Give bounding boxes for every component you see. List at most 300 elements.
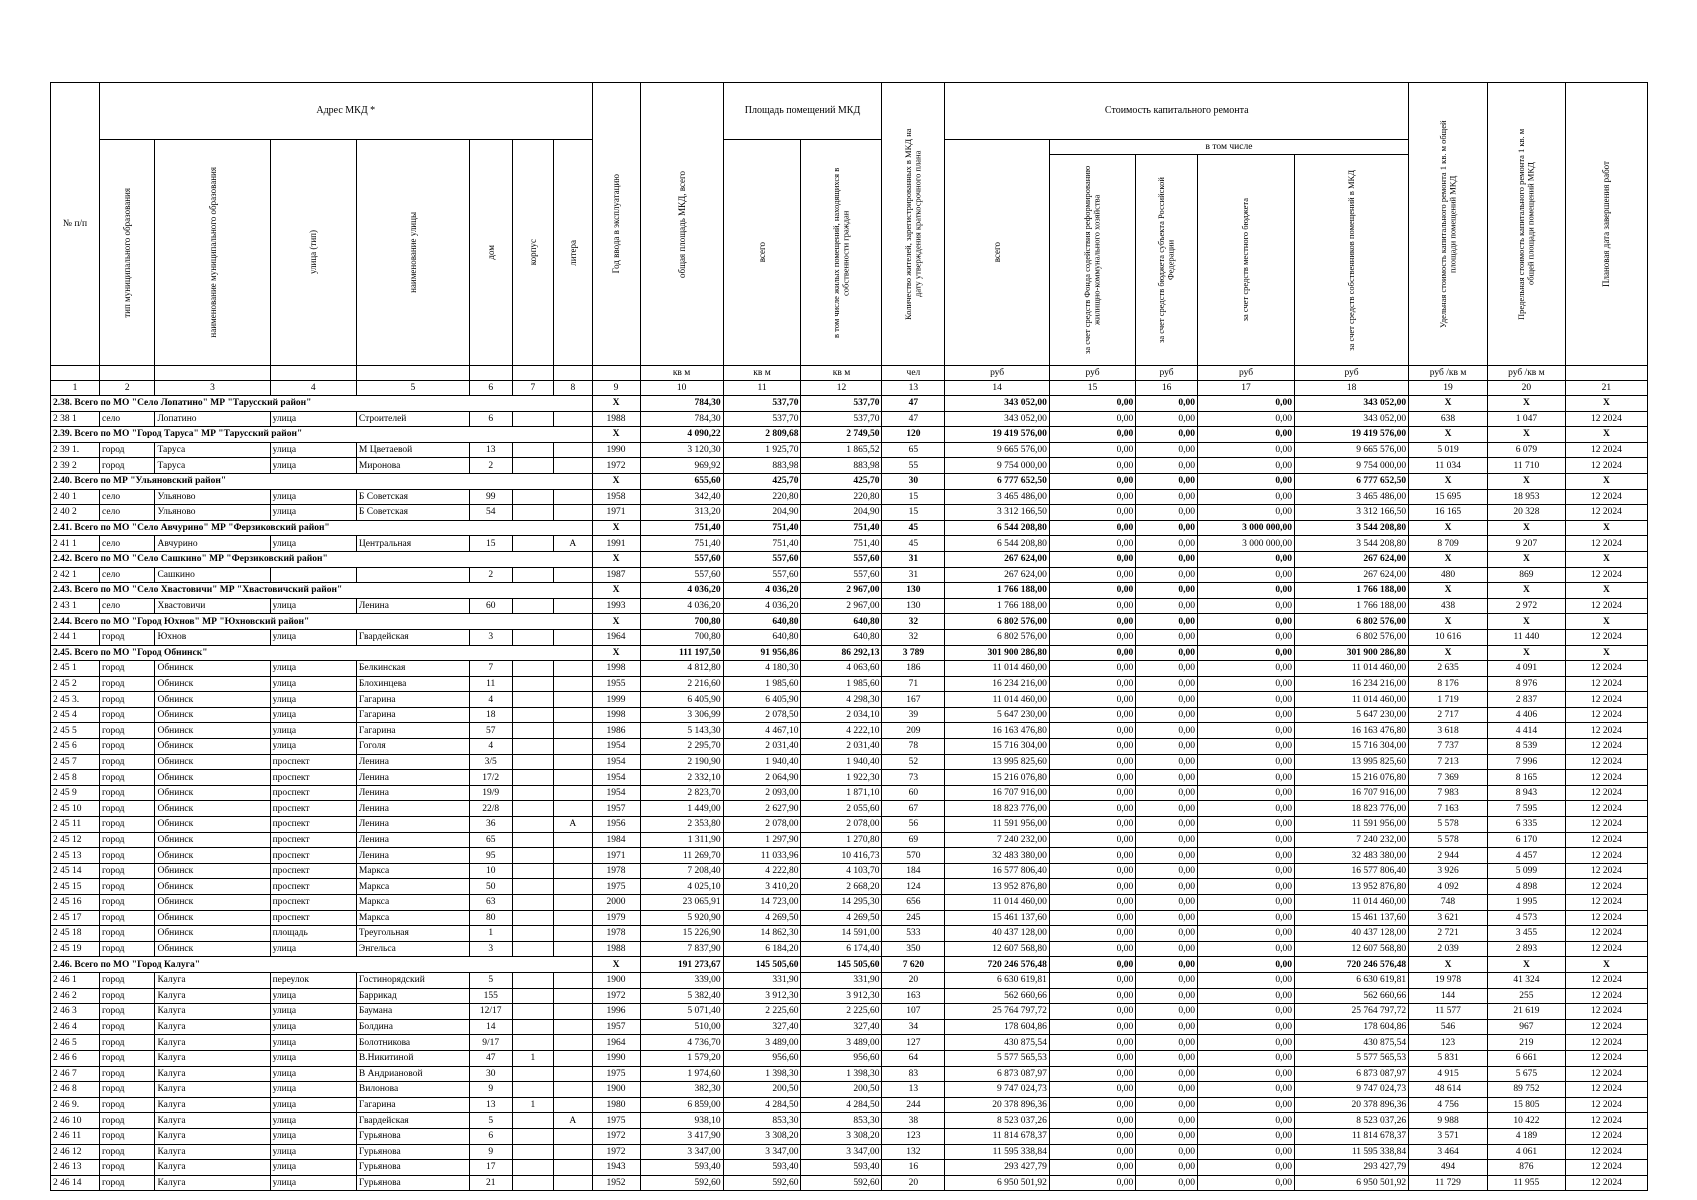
total-cell: 6 802 576,00: [945, 614, 1049, 630]
table-cell: город: [100, 1144, 155, 1160]
table-cell: 5: [469, 1113, 512, 1129]
table-cell: 13: [469, 1097, 512, 1113]
total-cell: X: [1487, 957, 1565, 973]
table-cell: 12 2024: [1565, 863, 1647, 879]
table-cell: [512, 505, 554, 521]
table-cell: 3 312 166,50: [945, 505, 1049, 521]
total-cell: X: [1565, 614, 1647, 630]
table-cell: 1972: [592, 1144, 640, 1160]
table-cell: переулок: [270, 972, 356, 988]
table-cell: 480: [1409, 567, 1488, 583]
table-cell: Калуга: [155, 1097, 270, 1113]
table-row: [51, 629, 1648, 645]
table-cell: 0,00: [1049, 1113, 1135, 1129]
table-cell: 339,00: [640, 972, 723, 988]
table-cell: 2 190,90: [640, 754, 723, 770]
table-cell: [512, 411, 554, 427]
table-cell: Блохинцева: [356, 676, 469, 692]
table-cell: [554, 458, 592, 474]
table-cell: 155: [469, 988, 512, 1004]
total-cell: 0,00: [1198, 551, 1295, 567]
table-cell: 6 544 208,80: [945, 536, 1049, 552]
table-cell: [554, 1019, 592, 1035]
table-cell: улица: [270, 1160, 356, 1176]
table-cell: 0,00: [1198, 1097, 1295, 1113]
unit-label: руб: [945, 366, 1049, 381]
table-cell: 9: [469, 1144, 512, 1160]
column-number: 20: [1487, 381, 1565, 396]
table-cell: 7: [469, 661, 512, 677]
table-cell: 6 630 619,81: [945, 972, 1049, 988]
table-cell: Таруса: [155, 458, 270, 474]
column-numbers-row: [51, 381, 1648, 396]
table-cell: город: [100, 941, 155, 957]
table-cell: 1 449,00: [640, 801, 723, 817]
total-cell: X: [1565, 396, 1647, 412]
table-cell: 0,00: [1049, 1160, 1135, 1176]
table-cell: Гостинорядский: [356, 972, 469, 988]
total-cell: 751,40: [801, 520, 882, 536]
table-cell: 2 46 1: [51, 972, 100, 988]
table-cell: 1954: [592, 770, 640, 786]
table-cell: 5 920,90: [640, 910, 723, 926]
table-cell: 5 099: [1487, 863, 1565, 879]
total-cell: 0,00: [1049, 645, 1135, 661]
table-cell: 3 312 166,50: [1295, 505, 1409, 521]
table-cell: 1952: [592, 1175, 640, 1191]
table-cell: 2 078,00: [801, 817, 882, 833]
table-cell: 99: [469, 489, 512, 505]
table-cell: проспект: [270, 879, 356, 895]
table-row: [51, 848, 1648, 864]
table-cell: 1978: [592, 926, 640, 942]
table-cell: 65: [882, 442, 945, 458]
total-cell: 30: [882, 473, 945, 489]
table-cell: 8 523 037,26: [1295, 1113, 1409, 1129]
table-cell: 1975: [592, 879, 640, 895]
group-total-row: [51, 551, 1648, 567]
header-cost-local: за счет средств местного бюджета: [1198, 155, 1295, 366]
table-cell: 8 943: [1487, 785, 1565, 801]
table-cell: [512, 785, 554, 801]
table-cell: 10: [469, 863, 512, 879]
table-row: [51, 1082, 1648, 1098]
table-cell: Треугольная: [356, 926, 469, 942]
table-cell: 331,90: [723, 972, 801, 988]
table-cell: 2 225,60: [801, 1004, 882, 1020]
total-cell: 145 505,60: [723, 957, 801, 973]
table-cell: улица: [270, 1066, 356, 1082]
group-title: 2.41. Всего по МО "Село Авчурино" МР "Ферзиковский район": [51, 520, 593, 536]
table-cell: улица: [270, 692, 356, 708]
table-cell: 6 950 501,92: [1295, 1175, 1409, 1191]
table-cell: [512, 941, 554, 957]
group-title: 2.43. Всего по МО "Село Хвастовичи" МР "Хвастовичский район": [51, 583, 593, 599]
unit-label: кв м: [640, 366, 723, 381]
table-cell: 1971: [592, 848, 640, 864]
table-cell: [512, 692, 554, 708]
table-cell: 2 216,60: [640, 676, 723, 692]
table-cell: 11: [469, 676, 512, 692]
table-cell: 39: [882, 707, 945, 723]
header-area-total: всего: [723, 140, 801, 366]
table-cell: 0,00: [1136, 598, 1198, 614]
total-cell: 557,60: [640, 551, 723, 567]
column-number: 14: [945, 381, 1049, 396]
table-row: [51, 770, 1648, 786]
table-cell: 4 457: [1487, 848, 1565, 864]
table-cell: 2 45 14: [51, 863, 100, 879]
table-cell: 0,00: [1136, 1144, 1198, 1160]
table-cell: 1980: [592, 1097, 640, 1113]
table-cell: 12 2024: [1565, 598, 1647, 614]
table-cell: 12 2024: [1565, 972, 1647, 988]
table-cell: 31: [882, 567, 945, 583]
table-cell: 557,60: [640, 567, 723, 583]
table-cell: 331,90: [801, 972, 882, 988]
table-cell: 3 417,90: [640, 1128, 723, 1144]
table-cell: село: [100, 598, 155, 614]
table-row: [51, 941, 1648, 957]
table-cell: 430 875,54: [945, 1035, 1049, 1051]
table-cell: 1972: [592, 988, 640, 1004]
table-cell: 12 2024: [1565, 988, 1647, 1004]
table-cell: 327,40: [801, 1019, 882, 1035]
header-cost-owners: за счет средств собственников помещений в МКД: [1295, 155, 1409, 366]
table-cell: улица: [270, 442, 356, 458]
table-cell: 2 45 9: [51, 785, 100, 801]
table-cell: 2 46 14: [51, 1175, 100, 1191]
table-cell: 255: [1487, 988, 1565, 1004]
table-cell: 184: [882, 863, 945, 879]
total-cell: 700,80: [640, 614, 723, 630]
table-cell: 3: [469, 629, 512, 645]
table-cell: 562 660,66: [945, 988, 1049, 1004]
table-cell: 1954: [592, 739, 640, 755]
table-cell: [512, 629, 554, 645]
table-cell: 0,00: [1136, 754, 1198, 770]
table-cell: 15: [882, 489, 945, 505]
table-cell: 19/9: [469, 785, 512, 801]
table-cell: город: [100, 988, 155, 1004]
table-cell: 2 093,00: [723, 785, 801, 801]
table-cell: 1 766 188,00: [1295, 598, 1409, 614]
table-cell: М Цветаевой: [356, 442, 469, 458]
table-cell: 6 802 576,00: [1295, 629, 1409, 645]
table-cell: 5 382,40: [640, 988, 723, 1004]
total-cell: 0,00: [1198, 614, 1295, 630]
table-cell: 593,40: [801, 1160, 882, 1176]
table-cell: Обнинск: [155, 801, 270, 817]
total-cell: X: [592, 614, 640, 630]
table-cell: 144: [1409, 988, 1488, 1004]
table-cell: 9 754 000,00: [945, 458, 1049, 474]
table-row: [51, 707, 1648, 723]
total-cell: 0,00: [1049, 520, 1135, 536]
group-total-row: [51, 583, 1648, 599]
table-cell: 1 922,30: [801, 770, 882, 786]
table-cell: 244: [882, 1097, 945, 1113]
total-cell: 343 052,00: [945, 396, 1049, 412]
table-cell: город: [100, 1066, 155, 1082]
total-cell: X: [1409, 396, 1488, 412]
table-cell: А: [554, 536, 592, 552]
header-addr-street-type: улица (тип): [270, 140, 356, 366]
table-cell: 2 031,40: [801, 739, 882, 755]
table-row: [51, 411, 1648, 427]
table-cell: Гвардейская: [356, 629, 469, 645]
table-cell: 12 2024: [1565, 1019, 1647, 1035]
table-cell: 13: [882, 1082, 945, 1098]
table-cell: 0,00: [1049, 941, 1135, 957]
table-cell: 12 2024: [1565, 1035, 1647, 1051]
table-cell: 0,00: [1198, 1019, 1295, 1035]
total-cell: 0,00: [1198, 583, 1295, 599]
table-cell: [554, 1066, 592, 1082]
table-cell: проспект: [270, 770, 356, 786]
table-cell: [512, 926, 554, 942]
table-cell: 1972: [592, 458, 640, 474]
column-number: 15: [1049, 381, 1135, 396]
repair-plan-table: [50, 82, 1648, 1191]
total-cell: 0,00: [1049, 551, 1135, 567]
table-cell: 1 311,90: [640, 832, 723, 848]
total-cell: X: [1487, 473, 1565, 489]
table-cell: [512, 676, 554, 692]
table-cell: 1943: [592, 1160, 640, 1176]
table-cell: Маркса: [356, 910, 469, 926]
table-cell: улица: [270, 1113, 356, 1129]
table-cell: Болотникова: [356, 1035, 469, 1051]
table-cell: 2000: [592, 895, 640, 911]
table-cell: Центральная: [356, 536, 469, 552]
table-cell: 0,00: [1198, 910, 1295, 926]
table-cell: 0,00: [1198, 988, 1295, 1004]
table-cell: город: [100, 754, 155, 770]
table-cell: Калуга: [155, 1019, 270, 1035]
total-cell: 655,60: [640, 473, 723, 489]
table-cell: 34: [882, 1019, 945, 1035]
table-cell: улица: [270, 598, 356, 614]
table-row: [51, 598, 1648, 614]
table-cell: 0,00: [1049, 723, 1135, 739]
table-cell: 1 974,60: [640, 1066, 723, 1082]
table-cell: 0,00: [1198, 1035, 1295, 1051]
table-cell: 5 577 565,53: [945, 1050, 1049, 1066]
table-cell: Авчурино: [155, 536, 270, 552]
table-cell: 40 437 128,00: [945, 926, 1049, 942]
table-row: [51, 1019, 1648, 1035]
table-cell: 5 578: [1409, 832, 1488, 848]
table-cell: город: [100, 1004, 155, 1020]
table-cell: 11 014 460,00: [945, 661, 1049, 677]
document-sheet: [50, 82, 1648, 1191]
table-cell: 2 45 4: [51, 707, 100, 723]
table-cell: 7 983: [1409, 785, 1488, 801]
total-cell: 301 900 286,80: [945, 645, 1049, 661]
total-cell: X: [1487, 551, 1565, 567]
table-cell: 3 464: [1409, 1144, 1488, 1160]
table-cell: Обнинск: [155, 676, 270, 692]
table-cell: 0,00: [1198, 1082, 1295, 1098]
table-cell: 2 46 7: [51, 1066, 100, 1082]
total-cell: X: [1565, 957, 1647, 973]
table-cell: 11 591 956,00: [945, 817, 1049, 833]
unit-label: руб: [1198, 366, 1295, 381]
total-cell: X: [1409, 645, 1488, 661]
table-cell: 2 40 1: [51, 489, 100, 505]
table-cell: [554, 988, 592, 1004]
table-cell: 1956: [592, 817, 640, 833]
total-cell: 91 956,86: [723, 645, 801, 661]
table-cell: 0,00: [1136, 707, 1198, 723]
table-cell: село: [100, 489, 155, 505]
table-cell: 6 079: [1487, 442, 1565, 458]
group-total-row: [51, 396, 1648, 412]
table-cell: 0,00: [1049, 489, 1135, 505]
table-cell: 12 2024: [1565, 801, 1647, 817]
table-cell: 12 2024: [1565, 910, 1647, 926]
table-cell: 0,00: [1049, 707, 1135, 723]
table-cell: [512, 442, 554, 458]
table-cell: Ленина: [356, 754, 469, 770]
unit-label: чел: [882, 366, 945, 381]
table-cell: 2 627,90: [723, 801, 801, 817]
table-cell: 6 802 576,00: [945, 629, 1049, 645]
table-cell: город: [100, 817, 155, 833]
table-cell: 4 091: [1487, 661, 1565, 677]
table-cell: 3 544 208,80: [1295, 536, 1409, 552]
total-cell: 0,00: [1049, 473, 1135, 489]
table-cell: Обнинск: [155, 785, 270, 801]
table-cell: Гагарина: [356, 723, 469, 739]
table-cell: 267 624,00: [945, 567, 1049, 583]
total-cell: 0,00: [1198, 957, 1295, 973]
table-cell: 11 595 338,84: [1295, 1144, 1409, 1160]
table-cell: 12 2024: [1565, 536, 1647, 552]
total-cell: 0,00: [1136, 645, 1198, 661]
table-cell: 2 45 5: [51, 723, 100, 739]
table-cell: 2 46 9.: [51, 1097, 100, 1113]
table-cell: 11 014 460,00: [945, 692, 1049, 708]
table-cell: [512, 536, 554, 552]
table-cell: 6 630 619,81: [1295, 972, 1409, 988]
table-cell: 267 624,00: [1295, 567, 1409, 583]
table-cell: Строителей: [356, 411, 469, 427]
table-cell: город: [100, 1050, 155, 1066]
table-cell: 4 284,50: [723, 1097, 801, 1113]
total-cell: X: [1565, 551, 1647, 567]
column-number: 21: [1565, 381, 1647, 396]
header-addr-name-mo: наименование муниципального образования: [155, 140, 270, 366]
total-cell: 7 620: [882, 957, 945, 973]
table-cell: 751,40: [801, 536, 882, 552]
table-row: [51, 692, 1648, 708]
table-cell: 876: [1487, 1160, 1565, 1176]
table-cell: улица: [270, 629, 356, 645]
table-cell: 6 873 087,97: [1295, 1066, 1409, 1082]
table-cell: 4 915: [1409, 1066, 1488, 1082]
group-total-row: [51, 645, 1648, 661]
table-cell: 11 591 956,00: [1295, 817, 1409, 833]
table-cell: [554, 739, 592, 755]
table-cell: 60: [469, 598, 512, 614]
table-cell: 2 45 13: [51, 848, 100, 864]
table-cell: 2 031,40: [723, 739, 801, 755]
table-cell: 12 2024: [1565, 1128, 1647, 1144]
table-cell: 2 45 3.: [51, 692, 100, 708]
table-cell: 13 952 876,80: [1295, 879, 1409, 895]
table-cell: Калуга: [155, 972, 270, 988]
group-title: 2.40. Всего по МР "Ульяновский район": [51, 473, 593, 489]
table-cell: 0,00: [1198, 972, 1295, 988]
column-number: 4: [270, 381, 356, 396]
table-cell: Гурьянова: [356, 1175, 469, 1191]
table-cell: 0,00: [1136, 1035, 1198, 1051]
table-cell: город: [100, 910, 155, 926]
table-cell: Калуга: [155, 1035, 270, 1051]
table-cell: 2 45 11: [51, 817, 100, 833]
table-cell: 200,50: [723, 1082, 801, 1098]
table-cell: 89 752: [1487, 1082, 1565, 1098]
total-cell: 0,00: [1136, 957, 1198, 973]
table-cell: 3: [469, 941, 512, 957]
table-cell: Ленина: [356, 817, 469, 833]
table-cell: 4 092: [1409, 879, 1488, 895]
table-cell: 124: [882, 879, 945, 895]
table-cell: 12 2024: [1565, 941, 1647, 957]
table-cell: 245: [882, 910, 945, 926]
table-cell: 7 213: [1409, 754, 1488, 770]
table-cell: 6 405,90: [723, 692, 801, 708]
table-cell: 57: [469, 723, 512, 739]
table-cell: 0,00: [1198, 817, 1295, 833]
table-cell: 9 665 576,00: [945, 442, 1049, 458]
table-cell: 5: [469, 972, 512, 988]
table-row: [51, 1004, 1648, 1020]
table-cell: 12 2024: [1565, 1066, 1647, 1082]
table-cell: [554, 411, 592, 427]
table-cell: улица: [270, 1175, 356, 1191]
table-cell: 16 163 476,80: [945, 723, 1049, 739]
table-cell: [554, 926, 592, 942]
table-cell: 12 2024: [1565, 848, 1647, 864]
table-cell: Обнинск: [155, 661, 270, 677]
table-cell: 0,00: [1049, 801, 1135, 817]
table-cell: Юхнов: [155, 629, 270, 645]
table-cell: 0,00: [1049, 1066, 1135, 1082]
table-cell: 0,00: [1049, 739, 1135, 755]
table-cell: 2 45 16: [51, 895, 100, 911]
header-num: № п/п: [51, 83, 100, 366]
table-cell: Гагарина: [356, 692, 469, 708]
table-cell: 15 461 137,60: [1295, 910, 1409, 926]
table-row: [51, 988, 1648, 1004]
header-cost-subject: за счет средств бюджета субъекта Российской Федерации: [1136, 155, 1198, 366]
table-cell: 2 46 12: [51, 1144, 100, 1160]
total-cell: 720 246 576,48: [1295, 957, 1409, 973]
table-cell: 2 41 1: [51, 536, 100, 552]
table-cell: 9 665 576,00: [1295, 442, 1409, 458]
total-cell: 0,00: [1049, 957, 1135, 973]
table-cell: 640,80: [723, 629, 801, 645]
table-cell: 8 976: [1487, 676, 1565, 692]
table-cell: 883,98: [801, 458, 882, 474]
table-cell: Гоголя: [356, 739, 469, 755]
table-cell: 25 764 797,72: [945, 1004, 1049, 1020]
table-cell: 5 578: [1409, 817, 1488, 833]
table-cell: Калуга: [155, 1050, 270, 1066]
